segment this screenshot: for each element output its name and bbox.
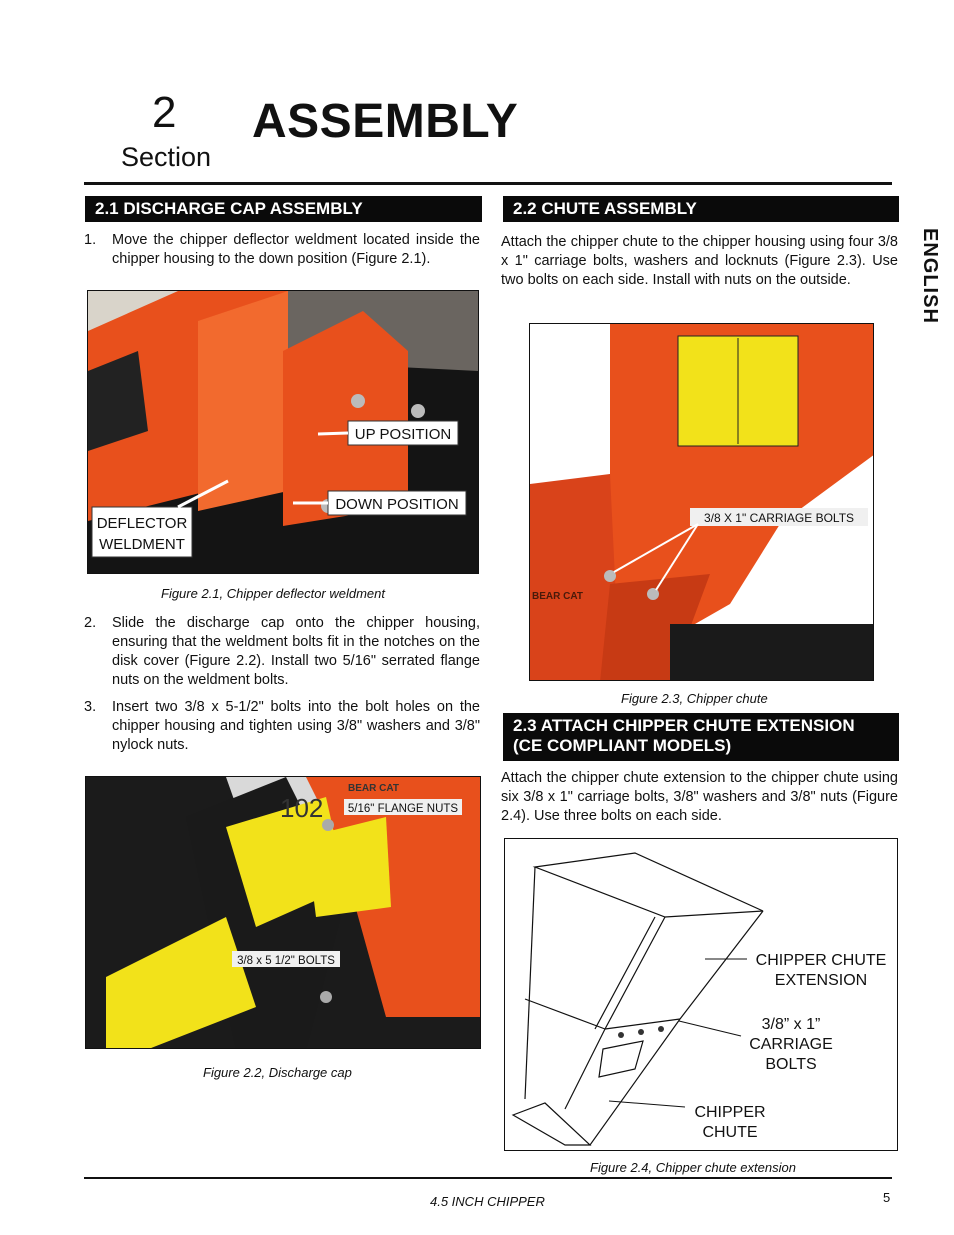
page-number: 5 <box>883 1190 891 1205</box>
bolts-label: 3/8 x 5 1/2" BOLTS <box>237 955 335 967</box>
discharge-cap-illustration <box>86 777 481 1049</box>
carriage-bolts-label: 3/8 X 1" CARRIAGE BOLTS <box>703 511 855 525</box>
carriage-bolts-label-line2: CARRIAGE <box>749 1036 833 1053</box>
deflector-label-line1: DEFLECTOR <box>96 515 188 532</box>
deflector-label-line2: WELDMENT <box>99 536 185 553</box>
model-decal: 102 <box>280 793 324 823</box>
section-2-2-text: Attach the chipper chute to the chipper housing using four 3/8 x 1" carriage bolts, washers and locknuts (Figure 2.3). Use two bolts on each side. Install with nuts on the outside. <box>501 234 898 288</box>
chipper-chute-label-line2: CHUTE <box>702 1124 758 1141</box>
step-text: Slide the discharge cap onto the chipper housing, ensuring that the weldment bolts fit in the notches on the disk cover (Figure 2.2). Install two 5/16" serrated flange nuts on the weldment bolts. <box>112 615 480 688</box>
carriage-bolts-label-line3: BOLTS <box>765 1056 817 1073</box>
section-2-3-text: Attach the chipper chute extension to the chipper chute using six 3/8 x 1" carriage bolts, 3/8" washers and 3/8" nuts (Figure 2.4). Use three bolts on each side. <box>501 770 898 824</box>
flange-nuts-label: 5/16" FLANGE NUTS <box>347 803 459 815</box>
chipper-chute-label-line1: CHIPPER <box>694 1104 766 1121</box>
section-2-3-heading-line2: (CE COMPLIANT MODELS) <box>513 736 732 755</box>
figure-2-2-photo <box>85 776 481 1049</box>
step-number: 3. <box>84 699 97 715</box>
chute-extension-diagram <box>505 839 898 1151</box>
section-2-3-heading-line1: 2.3 ATTACH CHIPPER CHUTE EXTENSION <box>513 716 855 735</box>
section-2-2-heading: 2.2 CHUTE ASSEMBLY <box>503 196 899 222</box>
down-position-label: DOWN POSITION <box>335 496 459 513</box>
chipper-chute-illustration <box>530 324 874 681</box>
step-text: Insert two 3/8 x 5-1/2" bolts into the bolt holes on the chipper housing and tighten using 3/8" washers and 3/8" nylock nuts. <box>112 699 480 753</box>
deflector-weldment-illustration <box>88 291 479 574</box>
section-label: Section <box>121 142 212 172</box>
language-tab: ENGLISH <box>919 228 941 324</box>
figure-2-3-caption: Figure 2.3, Chipper chute <box>621 691 768 706</box>
brand-decal: BEAR CAT <box>348 783 399 794</box>
step-text: Move the chipper deflector weldment located inside the chipper housing to the down position (Figure 2.1). <box>112 232 480 267</box>
chute-extension-label-line1: CHIPPER CHUTE <box>755 952 887 969</box>
list-item <box>84 698 480 755</box>
figure-2-1-caption: Figure 2.1, Chipper deflector weldment <box>161 586 386 601</box>
brand-decal: BEAR CAT <box>532 591 583 602</box>
figure-2-2-caption: Figure 2.2, Discharge cap <box>203 1065 352 1080</box>
up-position-label: UP POSITION <box>354 426 452 443</box>
list-item <box>84 231 480 269</box>
chute-extension-label-line2: EXTENSION <box>774 972 868 989</box>
footer-rule <box>84 1177 892 1179</box>
figure-2-1-photo <box>87 290 479 574</box>
figure-2-3-photo <box>529 323 874 681</box>
page-title: ASSEMBLY <box>252 95 519 148</box>
figure-2-4-caption: Figure 2.4, Chipper chute extension <box>590 1160 796 1175</box>
section-2-3-heading <box>503 713 899 761</box>
figure-2-4-drawing <box>504 838 898 1151</box>
section-2-1-heading: 2.1 DISCHARGE CAP ASSEMBLY <box>85 196 482 222</box>
footer-model: 4.5 INCH CHIPPER <box>430 1194 545 1209</box>
step-number: 1. <box>84 232 97 248</box>
step-number: 2. <box>84 615 97 631</box>
list-item <box>84 614 480 690</box>
carriage-bolts-label-line1: 3/8” x 1” <box>761 1016 821 1033</box>
header-rule <box>84 182 892 185</box>
section-number: 2 <box>152 88 177 137</box>
